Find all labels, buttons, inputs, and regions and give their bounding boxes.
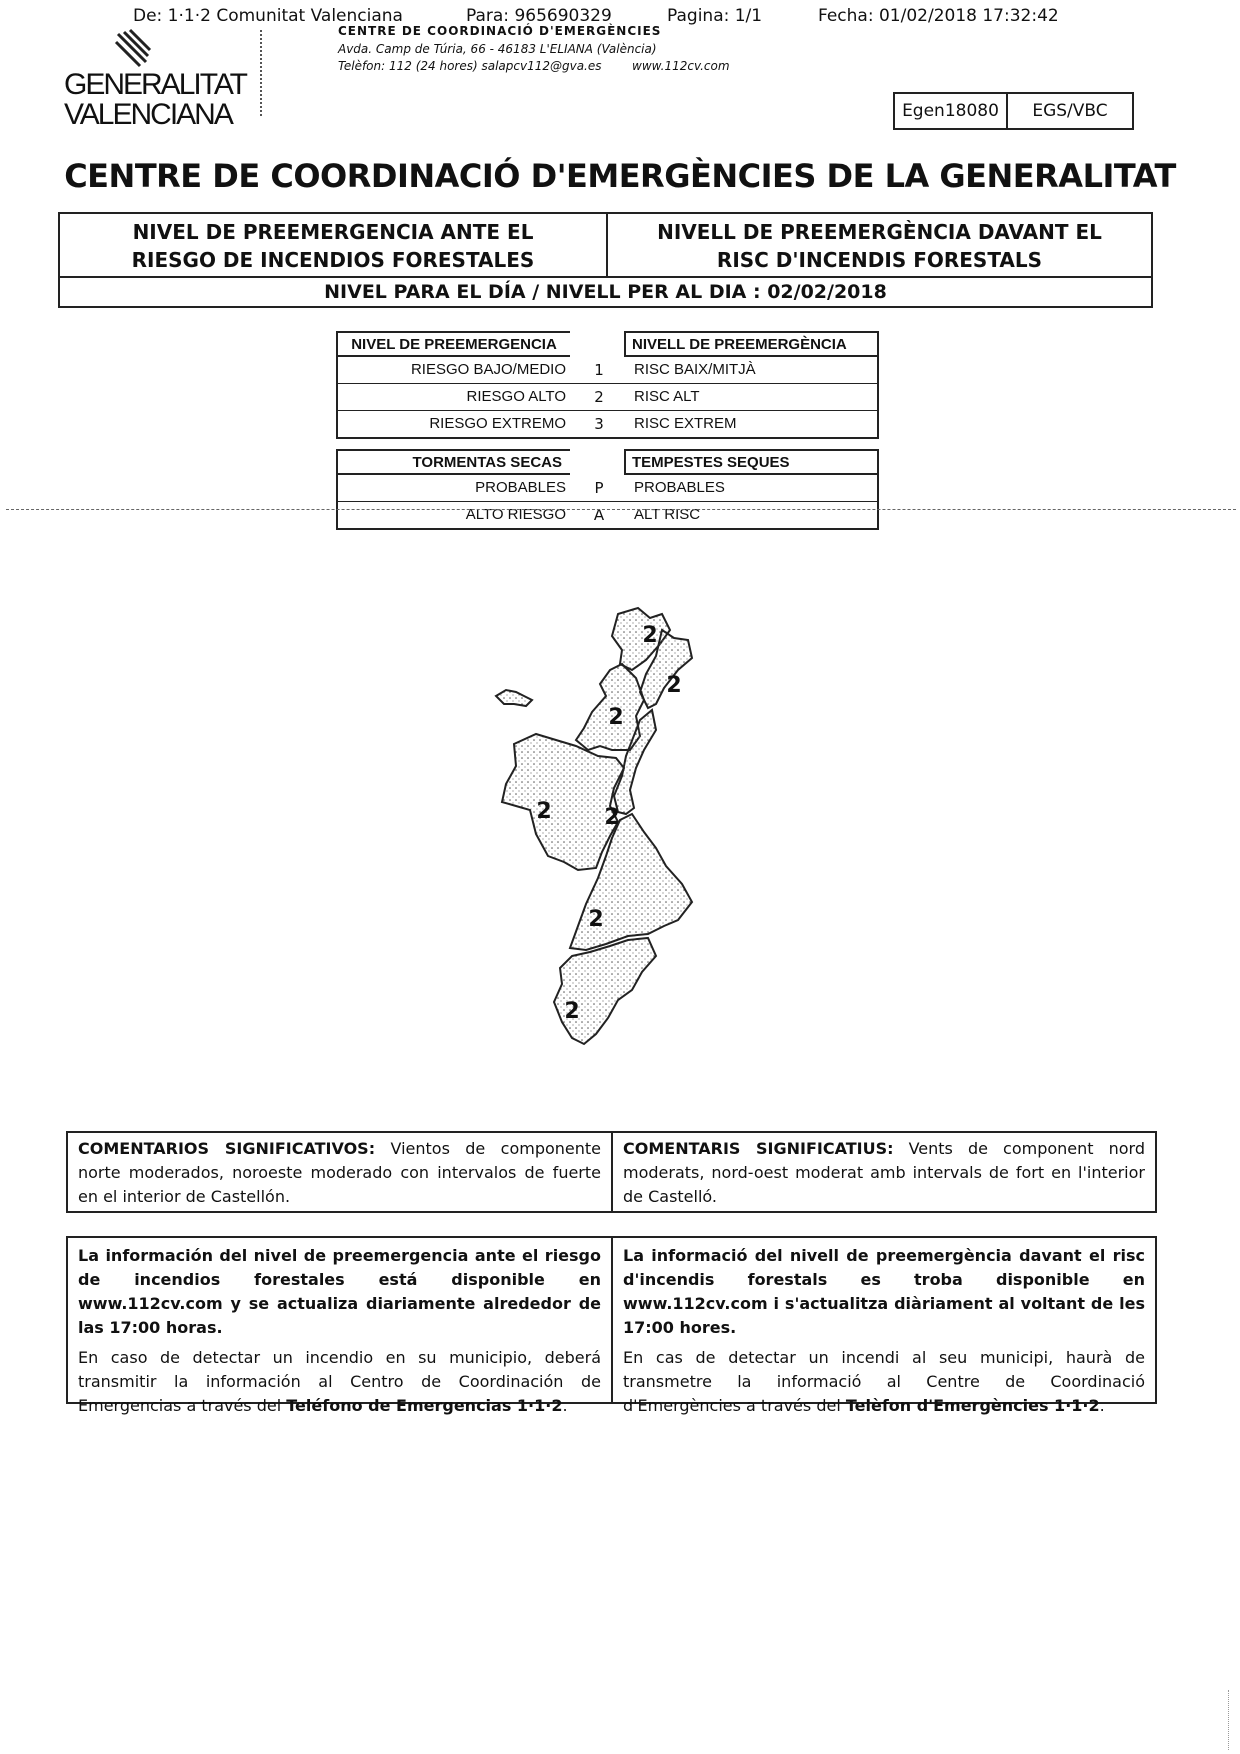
info-es-p2: En caso de detectar un incendio en su municipio, deberá transmitir la información al Centro de Coordinación de Emergencias a través del Teléfono de Emergencias 1·1·2. bbox=[78, 1348, 601, 1415]
legend-storm-row bbox=[338, 475, 877, 502]
comments-va-text: Vents de component nord moderats, nord-oest moderat amb intervals de fort en l'interior de Castelló. bbox=[623, 1139, 1145, 1206]
legend-level-va: RISC ALT bbox=[634, 388, 700, 405]
legend-storm-es: ALTO RIESGO bbox=[465, 506, 566, 523]
legend-storm-va: PROBABLES bbox=[634, 479, 725, 496]
legend-levels bbox=[336, 331, 879, 440]
comments-va-label: COMENTARIS SIGNIFICATIUS: bbox=[623, 1139, 894, 1158]
ref-code-2: EGS/VBC bbox=[1032, 101, 1108, 121]
header-table bbox=[58, 212, 1153, 308]
page-title: CENTRE DE COORDINACIÓ D'EMERGÈNCIES DE LA GENERALITAT bbox=[64, 157, 1176, 195]
legend-storms-header-es: TORMENTAS SECAS bbox=[336, 449, 570, 475]
info-box bbox=[66, 1236, 1157, 1415]
scan-edge-mark bbox=[1228, 1690, 1230, 1750]
legend-level-row bbox=[338, 384, 877, 411]
logo-line1: GENERALITAT bbox=[64, 68, 246, 101]
fax-scan-line bbox=[6, 509, 1236, 510]
header-date: NIVEL PARA EL DÍA / NIVELL PER AL DIA : 02/02/2018 bbox=[324, 281, 887, 303]
header-es: NIVEL DE PREEMERGENCIA ANTE EL RIESGO DE INCENDIOS FORESTALES bbox=[60, 214, 608, 278]
comments-box bbox=[66, 1131, 1157, 1213]
map-level-label: 2 bbox=[608, 705, 624, 730]
ref-code-1: Egen18080 bbox=[895, 94, 1008, 128]
region-map bbox=[460, 600, 720, 1060]
phone-email: Telèfon: 112 (24 hores) salapcv112@gva.es bbox=[338, 59, 602, 73]
generalitat-logo-icon bbox=[112, 28, 152, 68]
info-es-phone: Teléfono de Emergencias 1·1·2 bbox=[286, 1396, 563, 1415]
legend-levels-body bbox=[336, 357, 879, 439]
legend-storm-row bbox=[338, 502, 877, 528]
map-zone-enclave bbox=[496, 690, 532, 706]
info-va-p2: En cas de detectar un incendi al seu municipi, haurà de transmetre la informació al Centre de Coordinació d'Emergències a través del Telèfon d'Emergències 1·1·2. bbox=[623, 1348, 1145, 1415]
info-es-p1: La información del nivel de preemergencia ante el riesgo de incendios forestales está disponible en www.112cv.com y se actualiza diariamente alrededor de las 17:00 horas. bbox=[78, 1246, 601, 1337]
comments-es bbox=[68, 1133, 613, 1211]
comments-va bbox=[613, 1133, 1155, 1211]
info-va bbox=[613, 1238, 1155, 1415]
comments-es-text: Vientos de componente norte moderados, noroeste moderado con intervalos de fuerte en el interior de Castellón. bbox=[78, 1139, 601, 1206]
fax-page: Pagina: 1/1 bbox=[667, 6, 763, 26]
legend-level-code: 1 bbox=[594, 361, 604, 379]
legend-storm-code: P bbox=[594, 479, 604, 497]
legend-level-es: RIESGO EXTREMO bbox=[429, 415, 566, 432]
info-es-p2-text: En caso de detectar un incendio en su municipio, deberá transmitir la información al Centro de Coordinación de Emergencias a través del bbox=[78, 1348, 601, 1415]
info-va-p2-text: En cas de detectar un incendi al seu municipi, haurà de transmetre la informació al Centre de Coordinació d'Emergències a través del bbox=[623, 1348, 1145, 1415]
info-es bbox=[68, 1238, 613, 1415]
center-name: CENTRE DE COORDINACIÓ D'EMERGÈNCIES bbox=[338, 24, 662, 38]
comments-es-label: COMENTARIOS SIGNIFICATIVOS: bbox=[78, 1139, 376, 1158]
fax-date: Fecha: 01/02/2018 17:32:42 bbox=[818, 6, 1059, 26]
legend-storm-va: ALT RISC bbox=[634, 506, 701, 523]
legend-level-es: RIESGO BAJO/MEDIO bbox=[410, 361, 566, 378]
map-level-label: 2 bbox=[666, 673, 682, 698]
legend-level-row bbox=[338, 411, 877, 437]
map-level-label: 2 bbox=[588, 907, 604, 932]
legend-level-es: RIESGO ALTO bbox=[466, 388, 566, 405]
map-zone-south bbox=[554, 938, 656, 1044]
info-va-p1: La informació del nivell de preemergència davant el risc d'incendis forestals es troba disponible en www.112cv.com i s'actualitza diàriament al voltant de les 17:00 hores. bbox=[623, 1246, 1145, 1337]
legend-level-code: 2 bbox=[594, 388, 604, 406]
legend-storms-header-va: TEMPESTES SEQUES bbox=[624, 449, 879, 475]
fax-from: De: 1·1·2 Comunitat Valenciana bbox=[133, 6, 403, 26]
legend-level-row bbox=[338, 357, 877, 384]
logo-text bbox=[64, 70, 246, 130]
legend-storms-body bbox=[336, 475, 879, 530]
legend-storm-code: A bbox=[593, 506, 605, 524]
legend-level-va: RISC BAIX/MITJÀ bbox=[634, 361, 756, 378]
map-level-label: 2 bbox=[604, 805, 620, 830]
legend-levels-header-es: NIVEL DE PREEMERGENCIA bbox=[336, 331, 570, 357]
reference-box bbox=[893, 92, 1134, 130]
info-va-phone: Telèfon d'Emergències 1·1·2 bbox=[845, 1396, 1100, 1415]
map-zone-west-interior bbox=[502, 734, 624, 870]
map-level-label: 2 bbox=[536, 799, 552, 824]
legend-level-va: RISC EXTREM bbox=[634, 415, 737, 432]
map-level-label: 2 bbox=[642, 623, 658, 648]
legend-levels-header-va: NIVELL DE PREEMERGÈNCIA bbox=[624, 331, 879, 357]
header-va: NIVELL DE PREEMERGÈNCIA DAVANT EL RISC D'INCENDIS FORESTALS bbox=[608, 214, 1151, 278]
fax-to: Para: 965690329 bbox=[466, 6, 612, 26]
legend-storms bbox=[336, 449, 879, 531]
logo-divider bbox=[260, 30, 264, 116]
website: www.112cv.com bbox=[632, 59, 730, 73]
map-level-label: 2 bbox=[564, 999, 580, 1024]
address: Avda. Camp de Túria, 66 - 46183 L'ELIANA (València) bbox=[338, 42, 657, 56]
legend-level-code: 3 bbox=[594, 415, 604, 433]
logo-line2: VALENCIANA bbox=[64, 98, 232, 131]
legend-storm-es: PROBABLES bbox=[475, 479, 566, 496]
